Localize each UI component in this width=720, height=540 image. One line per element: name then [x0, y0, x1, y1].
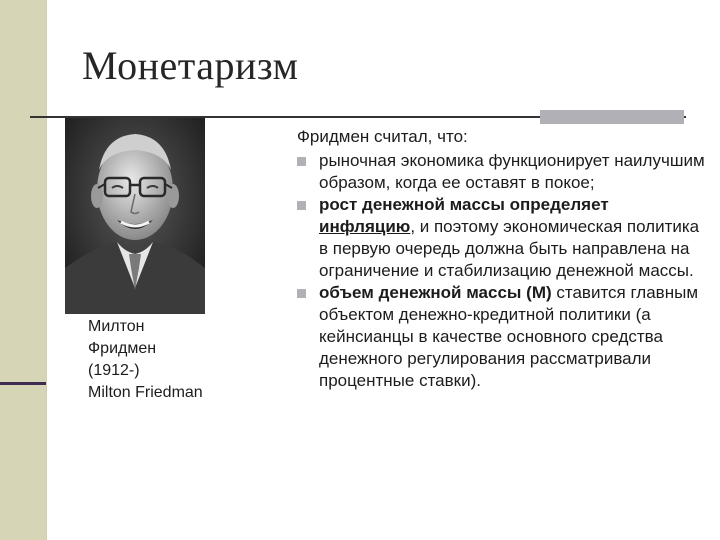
side-band: [0, 0, 46, 540]
intro-text: Фридмен считал, что:: [297, 127, 468, 146]
caption-line: Milton Friedman: [88, 384, 203, 401]
photo-caption: [88, 316, 203, 404]
side-band-accent: [0, 382, 46, 385]
bullet-rest-text: ставится главным объектом денежно-кредитной политики (а кейнсианцы в качестве основного средства денежного регулирования рассматривали процентные ставки).: [319, 283, 699, 390]
bullet-underlined-text: инфляцию: [319, 217, 411, 236]
bullet-bold-text: рост денежной массы определяет: [319, 195, 609, 214]
bullet-text: рыночная экономика функционирует наилучшим образом, когда ее оставят в покое;: [319, 151, 705, 192]
bullet-text: [319, 282, 707, 392]
bullet-rest-text: , и поэтому экономическая политика в первую очередь должна быть направлена на ограничение и стабилизацию денежной массы.: [319, 217, 700, 280]
bullet-item: [297, 150, 707, 194]
caption-line: Милтон: [88, 318, 145, 335]
slide-title: Монетаризм: [82, 43, 299, 88]
portrait-photo: [65, 118, 205, 314]
bullet-item: [297, 282, 707, 392]
side-divider: [46, 0, 47, 540]
title-accent-bar: [540, 110, 684, 124]
bullet-bold-text: объем денежной массы (М): [319, 283, 552, 302]
caption-line: (1912-): [88, 362, 140, 379]
square-bullet-icon: [297, 289, 306, 298]
bullet-text: [319, 194, 707, 282]
square-bullet-icon: [297, 201, 306, 210]
square-bullet-icon: [297, 157, 306, 166]
bullet-list: [297, 150, 707, 392]
caption-line: Фридмен: [88, 340, 157, 357]
bullet-item: [297, 194, 707, 282]
main-content: [297, 126, 707, 392]
